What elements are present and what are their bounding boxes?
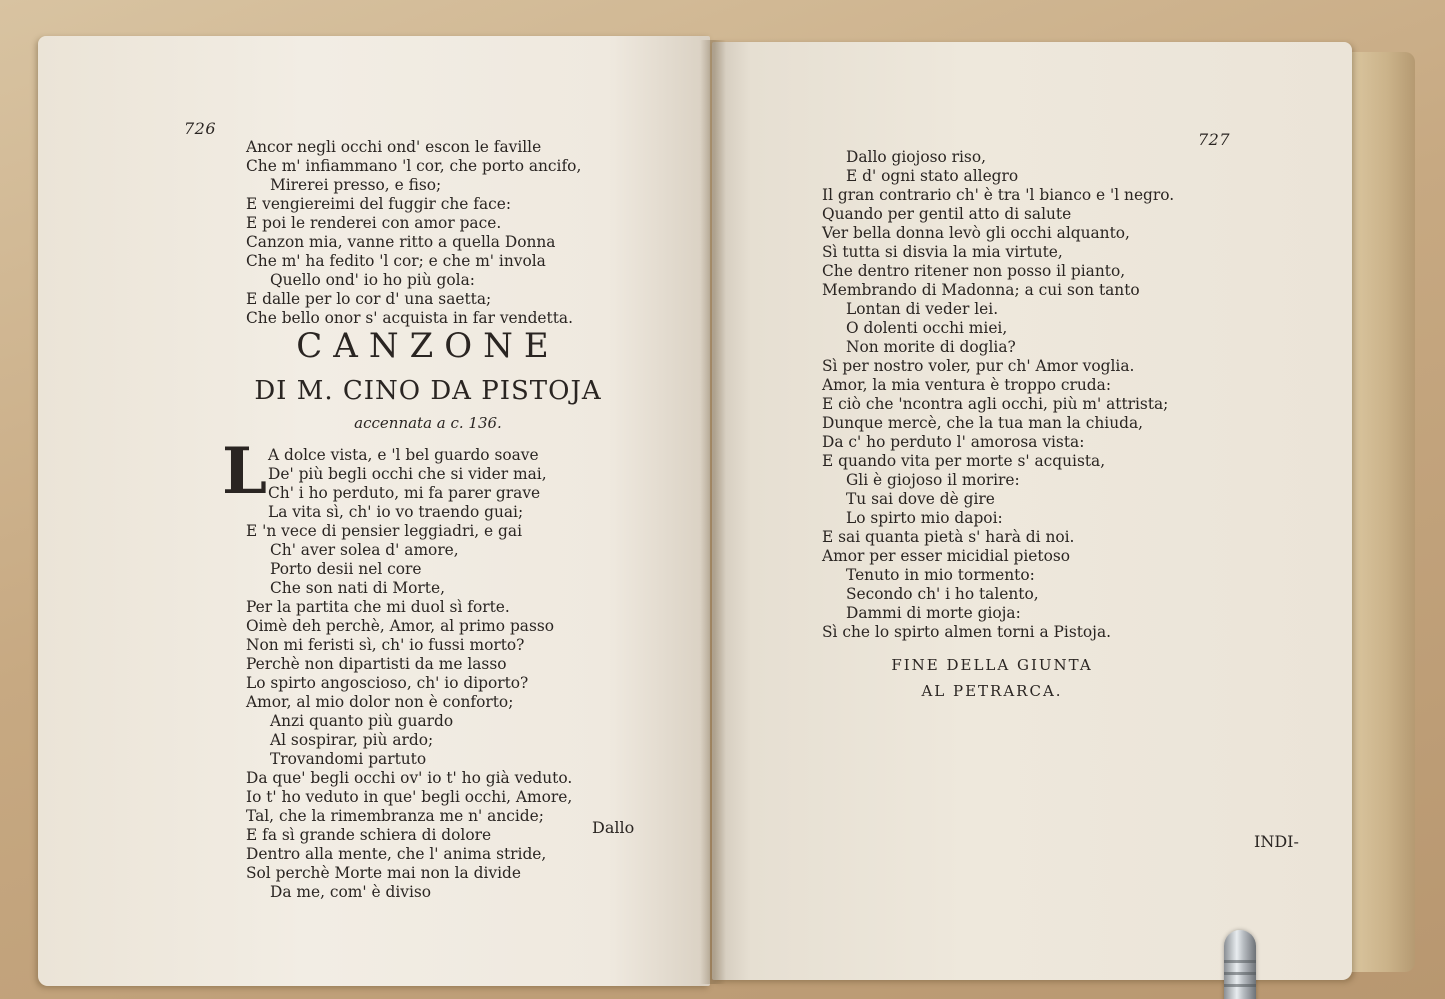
verse-line: Tal, che la rimembranza me n' ancide; xyxy=(246,807,544,825)
verse-line: A dolce vista, e 'l bel guardo soave xyxy=(268,446,539,464)
drop-cap: L xyxy=(222,434,267,509)
verse-line: Amor, la mia ventura è troppo cruda: xyxy=(822,376,1112,394)
canzone-heading: CANZONE xyxy=(296,326,560,366)
catchword-left: Dallo xyxy=(592,818,635,837)
verse-line: Non mi feristi sì, ch' io fussi morto? xyxy=(246,636,525,654)
left-page xyxy=(38,36,710,986)
verse-line: Perchè non dipartisti da me lasso xyxy=(246,655,507,673)
verse-line: Membrando di Madonna; a cui son tanto xyxy=(822,281,1140,299)
verse-line: Da que' begli occhi ov' io t' ho già veduto. xyxy=(246,769,573,787)
catchword-right: INDI- xyxy=(1254,832,1299,851)
verse-line: Che m' ha fedito 'l cor; e che m' invola xyxy=(246,252,546,270)
fine-line-2: AL PETRARCA. xyxy=(921,682,1063,700)
verse-line: Ch' aver solea d' amore, xyxy=(270,541,459,559)
verse-line: Mirerei presso, e fiso; xyxy=(270,176,442,194)
verse-line: Quando per gentil atto di salute xyxy=(822,205,1072,223)
verse-line: Da me, com' è diviso xyxy=(270,883,432,901)
page-number-left: 726 xyxy=(184,119,217,138)
verse-line: E poi le renderei con amor pace. xyxy=(246,214,502,232)
right-verses xyxy=(822,148,1174,642)
verse-line: Che son nati di Morte, xyxy=(270,579,445,597)
verse-line: Oimè deh perchè, Amor, al primo passo xyxy=(246,617,555,635)
verse-line: E vengiereimi del fuggir che face: xyxy=(246,195,512,213)
verse-line: Lo spirto angosciosо, ch' io diporto? xyxy=(246,674,529,692)
verse-line: Gli è giojoso il morire: xyxy=(846,471,1020,489)
verse-line: Sì per nostro voler, pur ch' Amor voglia. xyxy=(822,357,1135,375)
verse-line: E 'n vece di pensier leggiadri, e gai xyxy=(246,522,523,540)
verse-line: Al sospirar, più ardo; xyxy=(270,731,434,749)
verse-line: O dolenti occhi miei, xyxy=(846,319,1008,337)
verse-line: Dunque mercè, che la tua man la chiuda, xyxy=(822,414,1144,432)
verse-line: Amor, al mio dolor non è conforto; xyxy=(246,693,514,711)
verse-line: E d' ogni stato allegro xyxy=(846,167,1019,185)
verse-line: Lo spirto mio dapoi: xyxy=(846,509,1003,527)
verse-line: De' più begli occhi che si vider mai, xyxy=(268,465,547,483)
verse-line: Sì tutta si disvia la mia virtute, xyxy=(822,243,1063,261)
right-page xyxy=(712,42,1352,980)
fine-heading xyxy=(862,652,1122,704)
verse-line: Canzon mia, vanne ritto a quella Donna xyxy=(246,233,556,251)
verse-line: Porto desii nel core xyxy=(270,560,422,578)
silver-pen-object xyxy=(1224,930,1256,999)
verse-line: E sai quanta pietà s' harà di noi. xyxy=(822,528,1075,546)
verse-line: Sol perchè Morte mai non la divide xyxy=(246,864,521,882)
verse-line: E ciò che 'ncontra agli occhi, più m' attrista; xyxy=(822,395,1169,413)
reference-note: accennata a c. 136. xyxy=(354,414,502,432)
verse-line: Che m' infiammano 'l cor, che porto ancifo, xyxy=(246,157,582,175)
verse-line: Ancor negli occhi ond' escon le faville xyxy=(246,138,542,156)
fine-line-1: FINE DELLA GIUNTA xyxy=(891,656,1093,674)
author-heading: DI M. CINO DA PISTOJA xyxy=(254,376,602,406)
verse-line: Trovandomi partuto xyxy=(270,750,427,768)
verse-line: Per la partita che mi duol sì forte. xyxy=(246,598,510,616)
verse-line: Lontan di veder lei. xyxy=(846,300,999,318)
verse-line: Non morite di doglia? xyxy=(846,338,1016,356)
top-verses xyxy=(246,138,581,328)
body-verses xyxy=(246,522,572,902)
verse-line: Il gran contrario ch' è tra 'l bianco e 'l negro. xyxy=(822,186,1175,204)
verse-line: Che dentro ritener non posso il pianto, xyxy=(822,262,1126,280)
verse-line: E dalle per lo cor d' una saetta; xyxy=(246,290,492,308)
verse-line: Dentro alla mente, che l' anima stride, xyxy=(246,845,547,863)
verse-line: E quando vita per morte s' acquista, xyxy=(822,452,1106,470)
verse-line: Che bello onor s' acquista in far vendetta. xyxy=(246,309,573,327)
verse-line: Da c' ho perduto l' amorosa vista: xyxy=(822,433,1085,451)
verse-line: La vita sì, ch' io vo traendo guai; xyxy=(268,503,524,521)
drop-cap-verses xyxy=(268,446,547,522)
verse-line: Quello ond' io ho più gola: xyxy=(270,271,475,289)
verse-line: Anzi quanto più guardo xyxy=(270,712,454,730)
verse-line: Ch' i ho perduto, mi fa parer grave xyxy=(268,484,541,502)
verse-line: Tu sai dove dè gire xyxy=(846,490,995,508)
verse-line: Secondo ch' i ho talento, xyxy=(846,585,1039,603)
verse-line: Tenuto in mio tormento: xyxy=(846,566,1035,584)
book-cover-edge xyxy=(1345,52,1415,972)
verse-line: Amor per esser micidial pietoso xyxy=(822,547,1071,565)
verse-line: Dammi di morte gioja: xyxy=(846,604,1021,622)
verse-line: Ver bella donna levò gli occhi alquanto, xyxy=(822,224,1130,242)
verse-line: Sì che lo spirto almen torni a Pistoja. xyxy=(822,623,1112,641)
verse-line: Dallo giojoso riso, xyxy=(846,148,986,166)
page-number-right: 727 xyxy=(1198,130,1231,149)
verse-line: Io t' ho veduto in que' begli occhi, Amore, xyxy=(246,788,573,806)
verse-line: E fa sì grande schiera di dolore xyxy=(246,826,492,844)
